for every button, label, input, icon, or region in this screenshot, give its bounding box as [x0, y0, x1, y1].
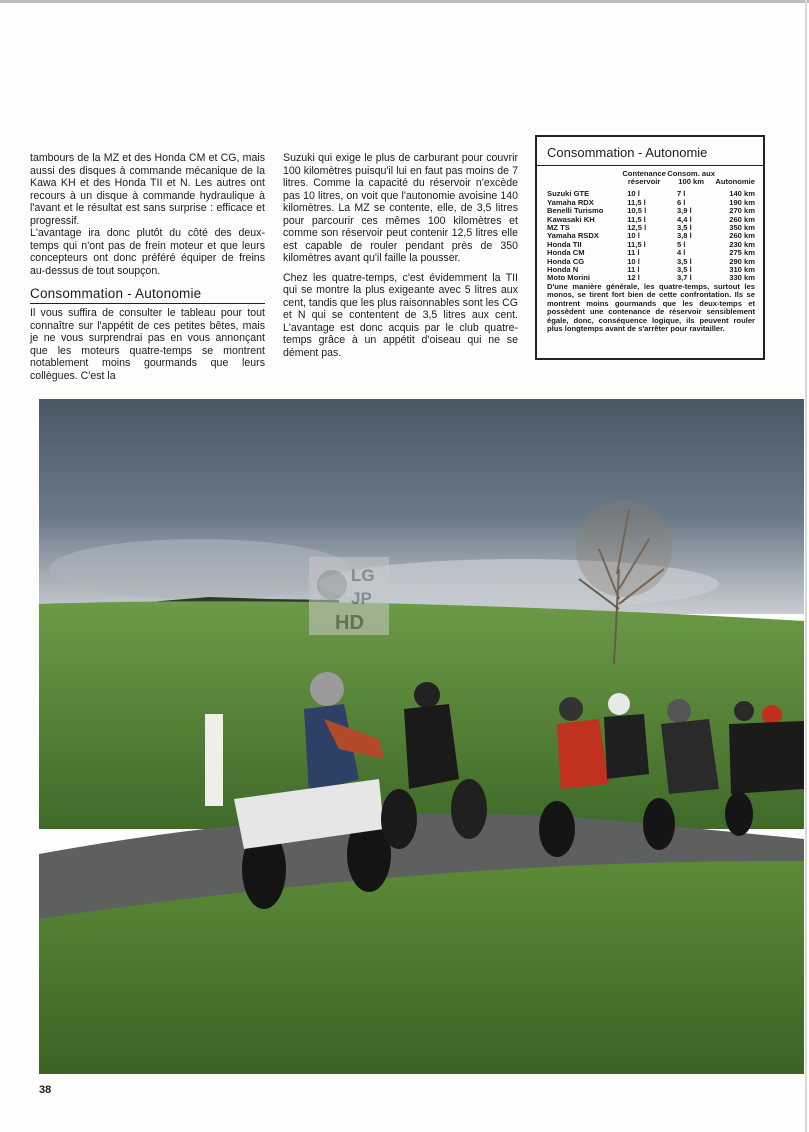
table-cell-model: Honda N [547, 265, 579, 275]
table-cell-consumption: 5 l [676, 239, 686, 249]
table-cell-tank: 12 l [627, 273, 640, 283]
table-header: Consom. aux 100 km [667, 169, 715, 187]
sidebar-title-rule [537, 165, 763, 166]
motorcycle-group-photo [39, 399, 804, 1074]
table-header: Autonomie [715, 177, 755, 187]
table-cell-range: 260 km [729, 231, 755, 241]
table-cell-range: 270 km [729, 206, 755, 216]
watermark-logo [309, 557, 389, 635]
table-cell-model: Honda TII [547, 239, 582, 249]
sidebar-note: D'une manière générale, les quatre-temps, surtout les monos, se tirent fort bien de cette confrontation. Ils se montrent moins gourmands que les deux-temps et possèdent une contenance de réservoir sensiblement égale, donc, conséquence logique, ils peuvent rouler plus longtemps avant de s'arrêter pour ravitailler. [547, 281, 755, 333]
table-cell-range: 330 km [729, 273, 755, 283]
table-cell-model: Honda CM [547, 248, 585, 258]
table-cell-range: 290 km [729, 256, 755, 266]
table-cell-model: Yamaha RDX [547, 197, 594, 207]
table-cell-tank: 11,5 l [627, 214, 646, 224]
sidebar-title: Consommation - Autonomie [547, 145, 708, 160]
text-column-1 [30, 152, 265, 382]
table-row [547, 216, 755, 224]
table-body [547, 190, 755, 282]
table-cell-model: Honda CG [547, 256, 585, 266]
table-header: Contenance réservoir [622, 169, 666, 187]
section-heading: Consommation - Autonomie [30, 286, 265, 304]
page-number: 38 [39, 1084, 52, 1096]
table-cell-consumption: 4,4 l [676, 214, 692, 224]
watermark-text: LG [351, 566, 375, 585]
table-cell-tank: 10 l [627, 256, 640, 266]
paragraph: tambours de la MZ et des Honda CM et CG, mais aussi des disques à commande mécanique de la Kawa KH et des Honda TII et N. Les autres ont recours à un disque à commande hydraulique à l'avant et le résultat est sans surprise : efficace et progressif. [30, 152, 265, 227]
table-cell-consumption: 3,5 l [676, 223, 692, 233]
table-cell-consumption: 3,5 l [676, 265, 692, 275]
table-cell-model: Kawasaki KH [547, 214, 595, 224]
table-cell-tank: 12,5 l [627, 223, 647, 233]
table-row [547, 258, 755, 266]
photo-illustration [39, 399, 804, 1074]
table-cell-tank: 11,5 l [627, 197, 646, 207]
table-cell-range: 260 km [729, 214, 755, 224]
table-cell-tank: 11 l [627, 265, 640, 275]
table-cell-model: Benelli Turismo [547, 206, 604, 216]
table-cell-consumption: 3,5 l [676, 256, 692, 266]
table-header-model [547, 170, 621, 190]
text-column-2 [283, 152, 518, 359]
table-cell-range: 230 km [729, 239, 755, 249]
table-cell-range: 350 km [729, 223, 755, 233]
table-cell-consumption: 3,7 l [676, 273, 692, 283]
table-cell-consumption: 7 l [676, 189, 686, 199]
watermark-text: HD [335, 612, 364, 634]
table-cell-tank: 11,5 l [627, 239, 646, 249]
table-cell-model: Yamaha RSDX [547, 231, 599, 241]
table-cell-model: MZ TS [547, 223, 570, 233]
table-cell-tank: 10,5 l [627, 206, 647, 216]
table-cell-consumption: 3,8 l [676, 231, 692, 241]
consumption-table [547, 170, 755, 283]
paragraph: L'avantage ira donc plutôt du côté des deux-temps qui n'ont pas de frein moteur et que leurs concepteurs ont donc préféré équiper de freins au-dessus de tout soupçon. [30, 227, 265, 277]
table-cell-model: Moto Morini [547, 273, 591, 283]
table-cell-range: 190 km [729, 197, 755, 207]
table-cell-range: 140 km [729, 189, 755, 199]
table-cell-range: 310 km [729, 265, 755, 275]
paragraph: Il vous suffira de consulter le tableau pour tout connaître sur l'appétit de ces petites bêtes, mais je ne vous surprendrai pas en vous annonçant que les moteurs quatre-temps se montrent notablement moins gourmands que leurs collègues. C'est la [30, 307, 265, 382]
white-post [205, 714, 223, 806]
table-cell-consumption: 4 l [676, 248, 686, 258]
table-cell-tank: 11 l [627, 248, 640, 258]
tree-crown [576, 501, 672, 597]
table-cell-consumption: 6 l [676, 197, 686, 207]
table-header-row [547, 170, 755, 190]
watermark-text: JP [351, 589, 372, 608]
table-cell-range: 275 km [729, 248, 755, 258]
page-right-edge [805, 0, 807, 1132]
cloud [49, 539, 349, 599]
table-cell-tank: 10 l [627, 231, 640, 241]
table-cell-tank: 10 l [627, 189, 640, 199]
table-cell-model: Suzuki GTE [547, 189, 590, 199]
table-cell-consumption: 3,9 l [676, 206, 692, 216]
consumption-sidebar [535, 135, 765, 360]
paragraph: Suzuki qui exige le plus de carburant pour couvrir 100 kilomètres puisqu'il lui en faut pas moins de 7 litres. Comme la capacité du réservoir n'excède pas 10 litres, on voit que l'autonomie avoisine 140 kilomètres. La MZ se contente, elle, de 3,5 litres pour parcourir ces mêmes 100 kilomètres et comme son réservoir peut contenir 12,5 litres elle est capable de rouler pendant près de 350 kilomètres avant qu'il faille la pousser. [283, 152, 518, 264]
paragraph: Chez les quatre-temps, c'est évidemment la TII qui se montre la plus exigeante avec 5 litres aux cent, tandis que les plus raisonnables sont les CG et N qui se contentent de 3,5 litres aux cent. L'avantage est donc acquis par le club quatre-temps grâce à un appétit d'oiseau qui ne se dément pas. [283, 271, 518, 359]
page-top-border [0, 0, 809, 3]
